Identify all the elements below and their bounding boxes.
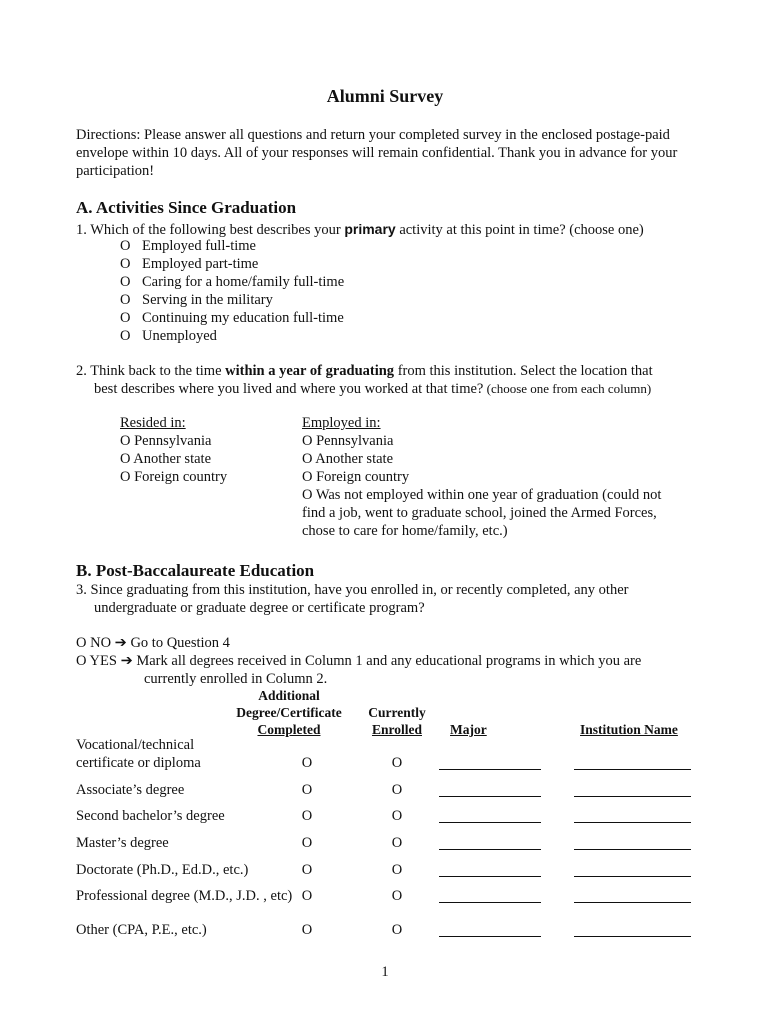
q1-option[interactable] [120, 327, 217, 345]
q1-option[interactable] [120, 309, 344, 327]
major-input[interactable] [439, 936, 541, 937]
enrolled-radio-icon[interactable]: O [391, 782, 403, 798]
q1-emphasis: primary [344, 221, 396, 237]
column-enrolled-line1: Currently [368, 705, 426, 720]
institution-input[interactable] [574, 769, 691, 770]
radio-circle-icon[interactable]: O [120, 292, 131, 308]
resided-option[interactable]: O Pennsylvania [120, 433, 212, 449]
column-institution-header: Institution Name [580, 722, 678, 737]
q1-option-label: Continuing my education full-time [142, 310, 344, 326]
q2-emphasis: within a year of graduating [225, 363, 395, 379]
major-input[interactable] [439, 849, 541, 850]
q2-line2-note: (choose one from each column) [483, 381, 652, 396]
q1-prefix: 1. Which of the following best describes your [76, 222, 345, 238]
enrolled-radio-icon[interactable]: O [391, 888, 403, 904]
radio-circle-icon[interactable]: O [120, 238, 131, 254]
completed-radio-icon[interactable]: O [301, 782, 313, 798]
degree-label: Other (CPA, P.E., etc.) [76, 922, 207, 938]
enrolled-radio-icon[interactable]: O [391, 835, 403, 851]
q2-prefix: 2. Think back to the time [76, 363, 226, 379]
degree-label: Second bachelor’s degree [76, 808, 225, 824]
employed-heading: Employed in: [302, 415, 381, 431]
not-employed-option-line2: find a job, went to graduate school, joined the Armed Forces, [302, 505, 657, 521]
degree-label: Professional degree (M.D., J.D. , etc) [76, 888, 293, 904]
major-input[interactable] [439, 822, 541, 823]
degree-label: Associate’s degree [76, 782, 185, 798]
radio-circle-icon[interactable]: O [120, 328, 131, 344]
column-enrolled-header [360, 704, 434, 738]
major-input[interactable] [439, 796, 541, 797]
degree-label: Doctorate (Ph.D., Ed.D., etc.) [76, 862, 249, 878]
question-3-line1: 3. Since graduating from this institution, have you enrolled in, or recently completed, any other [76, 582, 629, 598]
resided-heading: Resided in: [120, 415, 186, 431]
q1-suffix: activity at this point in time? (choose one) [395, 222, 644, 238]
page-title: Alumni Survey [326, 86, 444, 106]
employed-option[interactable]: O Foreign country [302, 469, 410, 485]
question-2-line2 [94, 380, 651, 398]
enrolled-radio-icon[interactable]: O [391, 808, 403, 824]
question-3-line2: undergraduate or graduate degree or certificate program? [94, 600, 425, 616]
completed-radio-icon[interactable]: O [301, 862, 313, 878]
question-2 [76, 362, 653, 380]
major-input[interactable] [439, 902, 541, 903]
directions-text: Directions: Please answer all questions and return your completed survey in the enclosed postage-paid envelope within 10 days. All of your responses will remain confidential. Thank you in advance for your participation! [76, 127, 678, 179]
column-enrolled-line2: Enrolled [371, 722, 422, 737]
q1-option-label: Employed full-time [142, 238, 256, 254]
completed-radio-icon[interactable]: O [301, 835, 313, 851]
column-major-header: Major [450, 722, 487, 737]
q1-option[interactable] [120, 255, 258, 273]
q2-line2: best describes where you lived and where you worked at that time? [94, 381, 484, 397]
q1-option[interactable] [120, 237, 256, 255]
enrolled-radio-icon[interactable]: O [391, 862, 403, 878]
page-number: 1 [381, 964, 389, 980]
completed-radio-icon[interactable]: O [301, 755, 313, 771]
q1-option[interactable] [120, 291, 273, 309]
column-completed-header [226, 687, 352, 738]
q1-option-label: Caring for a home/family full-time [142, 274, 345, 290]
column-completed-line3: Completed [257, 722, 321, 737]
completed-radio-icon[interactable]: O [301, 922, 313, 938]
q1-option-label: Employed part-time [142, 256, 259, 272]
enrolled-radio-icon[interactable]: O [391, 922, 403, 938]
not-employed-option-line3: chose to care for home/family, etc.) [302, 523, 508, 539]
employed-option[interactable]: O Pennsylvania [302, 433, 394, 449]
not-employed-option-line1[interactable]: O Was not employed within one year of graduation (could not [302, 487, 662, 503]
institution-input[interactable] [574, 936, 691, 937]
radio-circle-icon[interactable]: O [120, 256, 131, 272]
yes-option-line2: currently enrolled in Column 2. [144, 671, 328, 687]
enrolled-radio-icon[interactable]: O [391, 755, 403, 771]
completed-radio-icon[interactable]: O [301, 888, 313, 904]
resided-option[interactable]: O Another state [120, 451, 212, 467]
q1-option-label: Serving in the military [142, 292, 273, 308]
major-input[interactable] [439, 876, 541, 877]
completed-radio-icon[interactable]: O [301, 808, 313, 824]
degree-label: certificate or diploma [76, 755, 201, 771]
institution-input[interactable] [574, 796, 691, 797]
major-input[interactable] [439, 769, 541, 770]
employed-option[interactable]: O Another state [302, 451, 394, 467]
institution-input[interactable] [574, 849, 691, 850]
resided-option[interactable]: O Foreign country [120, 469, 228, 485]
q1-option-label: Unemployed [142, 328, 217, 344]
radio-circle-icon[interactable]: O [120, 274, 131, 290]
section-b-heading: B. Post-Baccalaureate Education [76, 561, 315, 580]
institution-input[interactable] [574, 822, 691, 823]
column-completed-line2: Degree/Certificate [236, 705, 342, 720]
degree-label-line1: Vocational/technical [76, 737, 195, 753]
section-a-heading: A. Activities Since Graduation [76, 198, 297, 217]
no-option[interactable]: O NO ➔ Go to Question 4 [76, 635, 230, 651]
q2-suffix: from this institution. Select the location that [394, 363, 653, 379]
radio-circle-icon[interactable]: O [120, 310, 131, 326]
q1-option[interactable] [120, 273, 344, 291]
degree-label: Master’s degree [76, 835, 169, 851]
institution-input[interactable] [574, 876, 691, 877]
institution-input[interactable] [574, 902, 691, 903]
column-completed-line1: Additional [258, 688, 320, 703]
yes-option[interactable]: O YES ➔ Mark all degrees received in Column 1 and any educational programs in which you are [76, 653, 642, 669]
